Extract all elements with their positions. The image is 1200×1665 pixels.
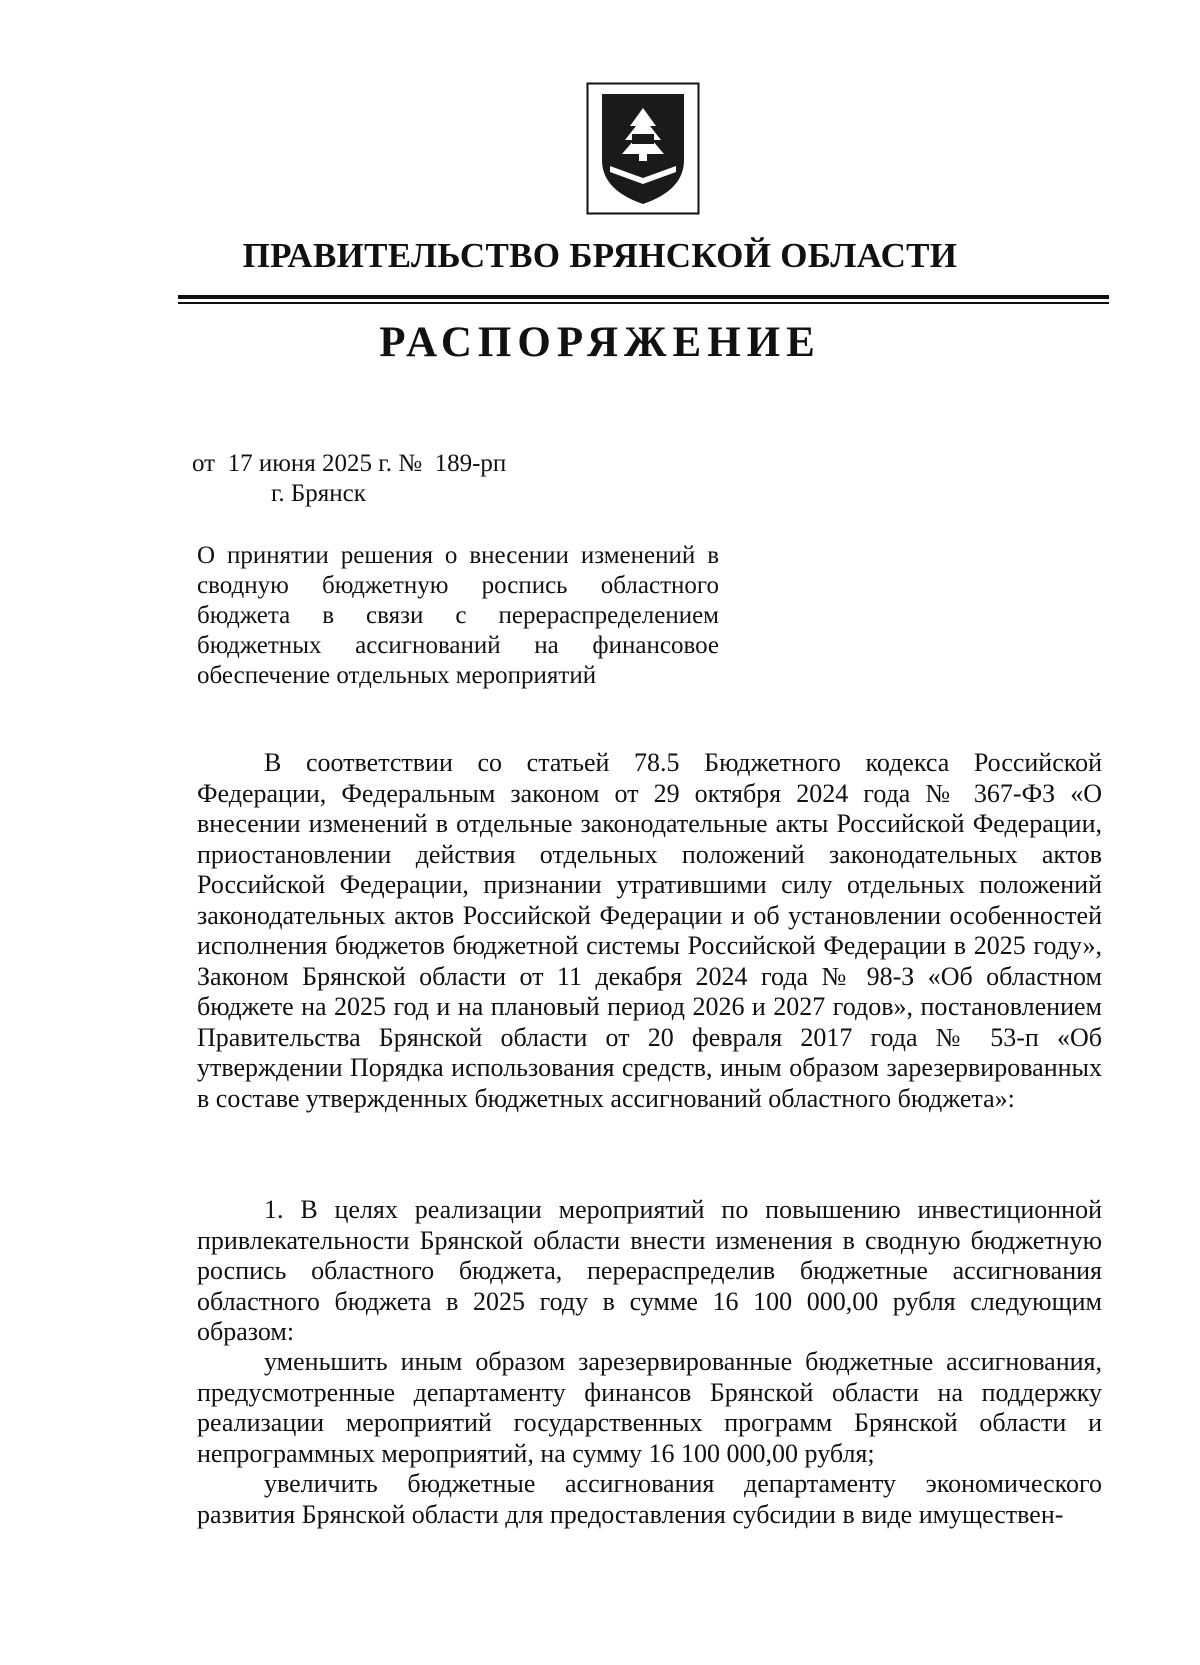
document-date-number: от 17 июня 2025 г. № 189-рп bbox=[192, 450, 507, 477]
preamble-paragraph: В соответствии со статьей 78.5 Бюджетного кодекса Российской Федерации, Федеральным законом от 29 октября 2024 года № 367-ФЗ «О внесении изменений в отдельные законодательные акты Российской Федерации, приостановлении действия отдельных положений законодательных актов Российской Федерации, признании утратившими силу отдельных положений законодательных актов Российской Федерации и об установлении особенностей исполнения бюджетов бюджетной системы Российской Федерации в 2025 году», Законом Брянской области от 11 декабря 2024 года № 98-З «Об областном бюджете на 2025 год и на плановый период 2026 и 2027 годов», постановлением Правительства Брянской области от 20 февраля 2017 года № 53-п «Об утверждении Порядка использования средств, иным образом зарезервированных в составе утвержденных бюджетных ассигнований областного бюджета»: bbox=[197, 748, 1102, 1113]
header-rule-thin bbox=[178, 302, 1109, 304]
item-1-paragraph: 1. В целях реализации мероприятий по повышению инвестиционной привлекательности Брянской области внести изменения в сводную бюджетную роспись областного бюджета, перераспределив бюджетные ассигнования областного бюджета в 2025 году в сумме 16 100 000,00 рубля следующим образом: bbox=[197, 1195, 1102, 1346]
coat-of-arms-icon bbox=[586, 82, 700, 215]
organization-title: ПРАВИТЕЛЬСТВО БРЯНСКОЙ ОБЛАСТИ bbox=[242, 236, 958, 275]
document-subject: О принятии решения о внесении изменений в сводную бюджетную роспись областного бюджета в связи с перераспределением бюджетных ассигнований на финансовое обеспечение отдельных мероприятий bbox=[197, 542, 719, 689]
header-rule-thick bbox=[178, 295, 1109, 299]
item-1-decrease-paragraph: уменьшить иным образом зарезервированные бюджетные ассигнования, предусмотренные департаменту финансов Брянской области на поддержку реализации мероприятий государственных программ Брянской области и непрограммных мероприятий, на сумму 16 100 000,00 рубля; bbox=[197, 1347, 1102, 1468]
document-type-title: РАСПОРЯЖЕНИЕ bbox=[379, 319, 821, 366]
document-city: г. Брянск bbox=[271, 480, 366, 507]
item-1-increase-paragraph: увеличить бюджетные ассигнования департаменту экономического развития Брянской области для предоставления субсидии в виде имуществен- bbox=[197, 1469, 1102, 1529]
